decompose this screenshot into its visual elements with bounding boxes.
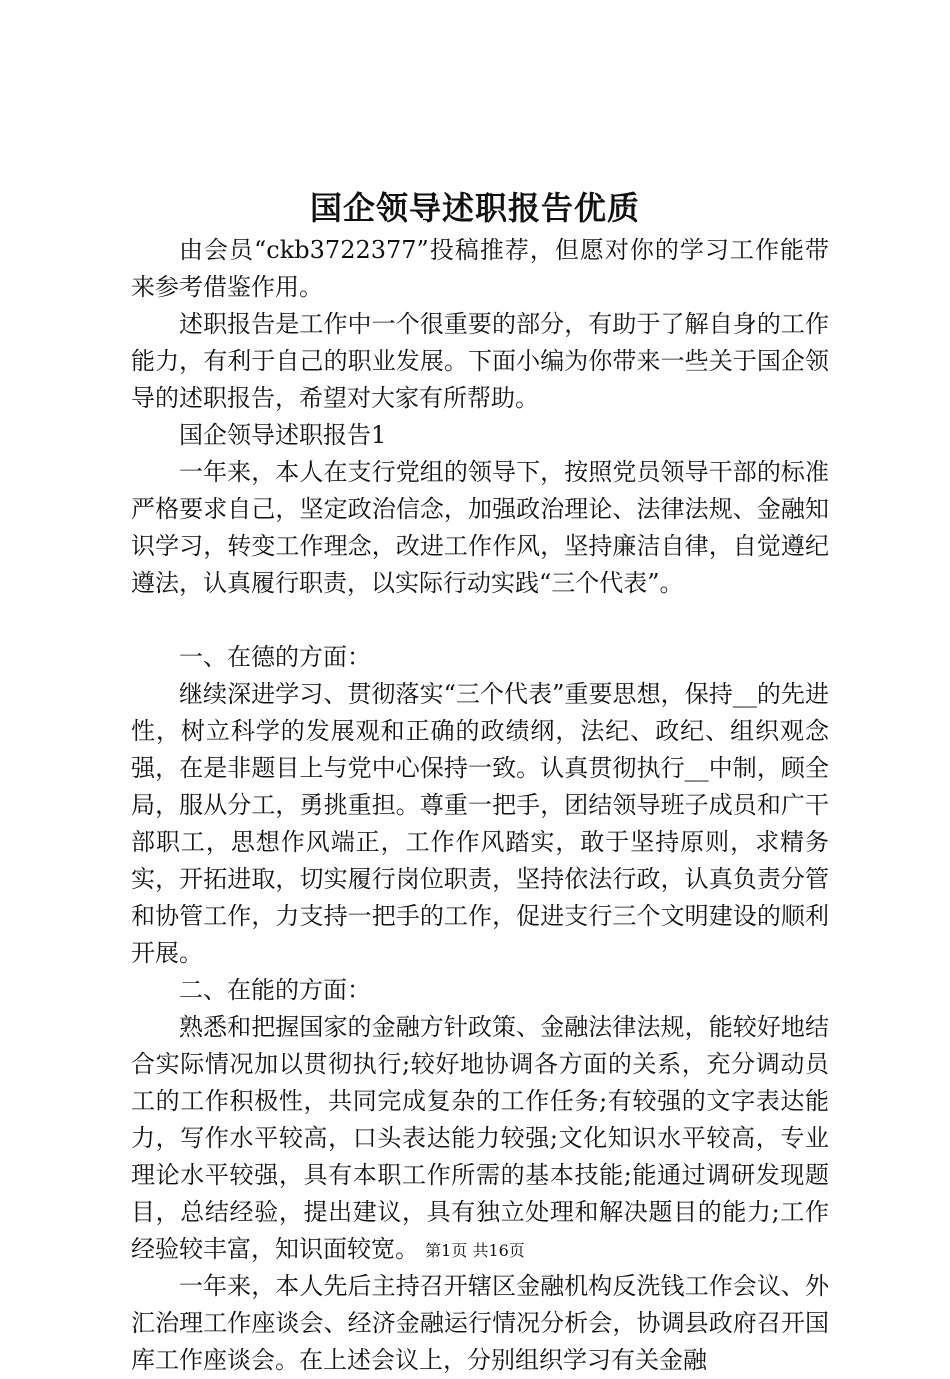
document-title: 国企领导述职报告优质 [309,189,640,227]
section-heading-report-1: 国企领导述职报告1 [179,421,387,449]
document-body [131,232,829,1379]
paragraph-summary: 一年来，本人在支行党组的领导下，按照党员领导干部的标准严格要求自己，坚定政治信念，加强政治理论、法律法规、金融知识学习，转变工作理念，改进工作作风，坚持廉洁自律，自觉遵纪遵法，认真履行职责，以实际行动实践“三个代表”。 [131,458,829,597]
paragraph-ability: 熟悉和把握国家的金融方针政策、金融法律法规，能较好地结合实际情况加以贯彻执行;较好地协调各方面的关系，充分调动员工的工作积极性，共同完成复杂的工作任务;有较强的文字表达能力，写作水平较高，口头表达能力较强;文化知识水平较高，专业理论水平较强，具有本职工作所需的基本技能;能通过调研发现题目，总结经验，提出建议，具有独立处理和解决题目的能力;工作经验较丰富，知识面较宽。 [131,1013,829,1263]
section-heading-ability: 二、在能的方面： [179,976,371,1004]
paragraph-preface: 述职报告是工作中一个很重要的部分，有助于了解自身的工作能力，有利于自己的职业发展。下面小编为你带来一些关于国企领导的述职报告，希望对大家有所帮助。 [131,310,829,412]
paragraph-meetings: 一年来，本人先后主持召开辖区金融机构反洗钱工作会议、外汇治理工作座谈会、经济金融运行情况分析会，协调县政府召开国库工作座谈会。在上述会议上，分别组织学习有关金融 [131,1272,829,1374]
paragraph-morality: 继续深进学习、贯彻落实“三个代表”重要思想，保持__的先进性，树立科学的发展观和正确的政绩纲，法纪、政纪、组织观念强，在是非题目上与党中心保持一致。认真贯彻执行__中制，顾全局，服从分工，勇挑重担。尊重一把手，团结领导班子成员和广干部职工，思想作风端正，工作作风踏实，敢于坚持原则，求精务实，开拓进取，切实履行岗位职责，坚持依法行政，认真负责分管和协管工作，力支持一把手的工作，促进支行三个文明建设的顺利开展。 [131,680,829,967]
section-heading-morality: 一、在德的方面： [179,643,371,671]
paragraph-intro: 由会员“ckb3722377”投稿推荐，但愿对你的学习工作能带来参考借鉴作用。 [131,236,829,301]
page-footer: 第1页 共16页 [425,1241,525,1260]
